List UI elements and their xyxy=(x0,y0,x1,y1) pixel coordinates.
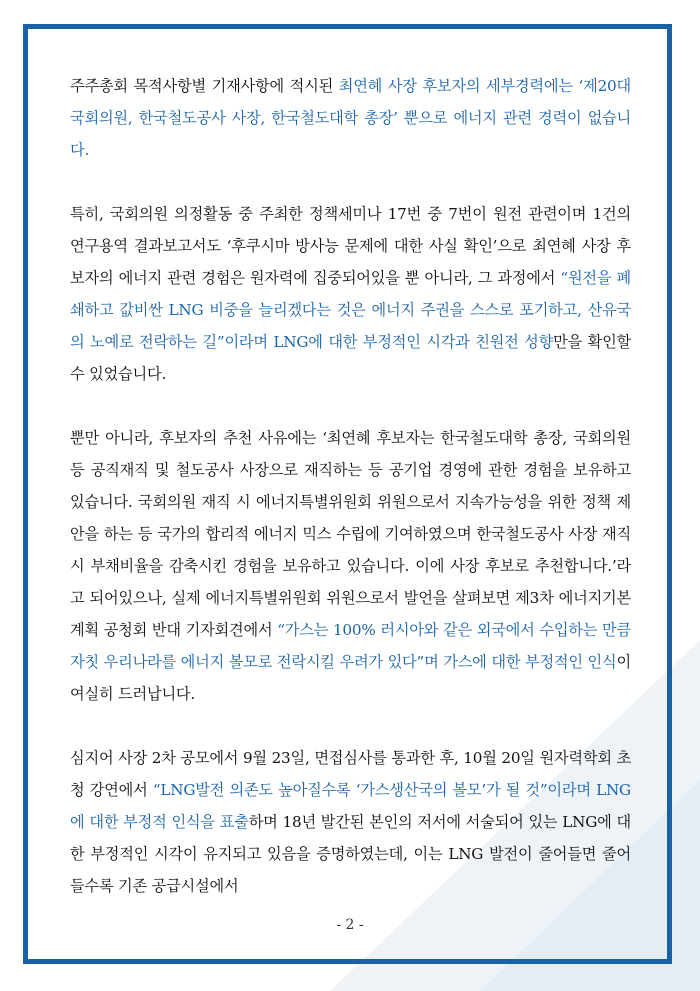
highlighted-text: “가스는 100% 러시아와 같은 외국에서 수입하는 만큼 자칫 우리나라를 에너지 볼모로 전락시킬 우려가 있다”며 가스에 대한 부정적인 인식 xyxy=(70,621,631,671)
text-run: 만을 확인할 수 있었습니다. xyxy=(70,333,632,383)
paragraph-2 xyxy=(70,198,631,390)
paragraph-3 xyxy=(70,422,631,710)
document-body xyxy=(70,70,631,934)
paragraph-1 xyxy=(70,70,631,166)
highlighted-text: “원전을 폐쇄하고 값비싼 LNG 비중을 늘리겠다는 것은 에너지 주권을 스스로 포기하고, 산유국의 노예로 전락하는 길”이라며 LNG에 대한 부정적인 시각과 친원전 성향 xyxy=(70,269,632,351)
text-run: 뿐만 아니라, 후보자의 추천 사유에는 ‘최연혜 후보자는 한국철도대학 총장, 국회의원 등 공직재직 및 철도공사 사장으로 재직하는 등 공기업 경영에 관한 경험을 보유하고 있습니다. 국회의원 재직 시 에너지특별위원회 위원으로서 지속가능성을 위한 정책 제안을 하는 등 국가의 합리적 에너지 믹스 수립에 기여하였으며 한국철도공사 사장 재직 시 부채비율을 감축시킨 경험을 보유하고 있습니다. 이에 사장 후보로 추천합니다.’라고 되어있으나, 실제 에너지특별위원회 위원으로서 발언을 살펴보면 제3차 에너지기본계획 공청회 반대 기자회견에서 xyxy=(70,429,631,639)
text-run: 심지어 사장 2차 공모에서 9월 23일, 면접심사를 통과한 후, 10월 20일 원자력학회 초청 강연에서 xyxy=(70,749,631,799)
highlighted-text: “LNG발전 의존도 높아질수록 ‘가스생산국의 볼모’가 될 것”이라며 LNG에 대한 부정적 인식을 표출 xyxy=(70,781,631,831)
text-run: 주주총회 목적사항별 기재사항에 적시된 xyxy=(70,77,339,95)
highlighted-text: 최연혜 사장 후보자의 세부경력에는 ‘제20대 국회의원, 한국철도공사 사장, 한국철도대학 총장’ 뿐으로 에너지 관련 경력이 없습니다. xyxy=(70,77,631,159)
text-run: 이 여실히 드러납니다. xyxy=(70,653,631,703)
page-number: - 2 - xyxy=(336,917,364,933)
paragraph-4 xyxy=(70,742,631,902)
text-run: 하며 18년 발간된 본인의 저서에 서술되어 있는 LNG에 대한 부정적인 시각이 유지되고 있음을 증명하였는데, 이는 LNG 발전이 줄어들면 줄어들수록 기존 공급시설에서 xyxy=(70,813,631,895)
text-run: 특히, 국회의원 의정활동 중 주최한 정책세미나 17번 중 7번이 원전 관련이며 1건의 연구용역 결과보고서도 ‘후쿠시마 방사능 문제에 대한 사실 확인’으로 최연혜 사장 후보자의 에너지 관련 경험은 원자력에 집중되어있을 뿐 아니라, 그 과정에서 xyxy=(70,205,631,287)
